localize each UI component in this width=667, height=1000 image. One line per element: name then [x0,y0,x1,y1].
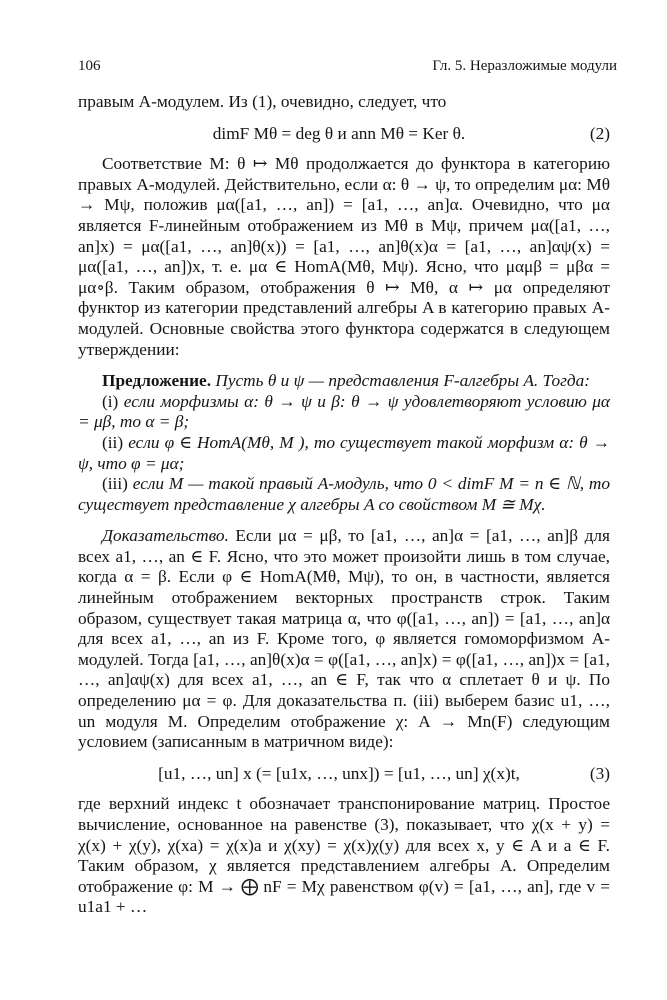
equation-3-body: [u1, …, un] x (= [u1x, …, unx]) = [u1, …, un] χ(x)t, [158,763,520,783]
page-body [78,92,610,918]
item-1-text: если морфизмы α: θ → ψ и β: θ → ψ удовлетворяют условию μα = μβ, то α = β; [78,391,610,432]
paragraph-intro: правым A-модулем. Из (1), очевидно, следует, что [78,92,447,111]
paragraph-functor: Соответствие M: θ ↦ Mθ продолжается до функтора в категорию правых A-модулей. Действительно, если α: θ → ψ, то определим μα: Mθ → Mψ, положив μα([a1, …, an]) = [a1, …, an]α. Очевидно, что μα является F-линейным отображением из Mθ в Mψ, причем μα([a1, …, an]x) = μα([a1, …, an]θ(x)) = [a1, …, an]θ(x)α = [a1, …, an]αψ(x) = μα([a1, …, an])x, т. е. μα ∈ HomA(Mθ, Mψ). Ясно, что μαμβ = μβα = μα∘β. Таким образом, отображения θ ↦ Mθ, α ↦ μα определяют функтор из категории представлений алгебры A в категорию правых A-модулей. Основные свойства этого функтора содержатся в следующем утверждении: [78,154,610,359]
proof-text: Если μα = μβ, то [a1, …, an]α = [a1, …, an]β для всех a1, …, an ∈ F. Ясно, что это может произойти лишь в том случае, когда α = β. Если φ ∈ HomA(Mθ, Mψ), то он, в частности, является линейным отображением векторных пространств строк. Таким образом, существует такая матрица α, что φ([a1, …, an]) = [a1, …, an]α для всех a1, …, an из F. Кроме того, φ является гомоморфизмом A-модулей. Тогда [a1, …, an]θ(x)α = φ([a1, …, an]x) = φ([a1, …, an])x = [a1, …, an]αψ(x) для всех a1, …, an ∈ F, так что α сплетает θ и ψ. По определению μα = φ. Для доказательства п. (iii) выберем базис u1, …, un модуля M. Определим отображение χ: A → Mn(F) следующим условием (записанным в матричном виде): [78,526,610,752]
item-2-label: (ii) [102,432,124,452]
item-3-label: (iii) [102,474,128,494]
proposition-text: Пусть θ и ψ — представления F-алгебры A. Тогда: [215,371,591,391]
running-header [78,58,617,80]
equation-3-number: (3) [589,763,610,783]
item-1-label: (i) [102,391,119,411]
paragraph-final: где верхний индекс t обозначает транспонирование матриц. Простое вычисление, основанное на равенстве (3), показывает, что χ(x + y) = χ(x) + χ(y), χ(xa) = χ(x)a и χ(xy) = χ(x)χ(y) для всех x, y ∈ A и a ∈ F. Таким образом, χ является представлением алгебры A. Определим отображение φ: M → ⨁ nF = Mχ равенством φ(v) = [a1, …, an], где v = u1a1 + … [78,794,610,917]
equation-2 [78,124,610,145]
item-2-text: если φ ∈ HomA(Mθ, M ), то существует такой морфизм α: θ → ψ, что φ = μα; [78,432,610,473]
equation-3 [78,764,610,785]
equation-2-number: (2) [589,123,610,143]
proof-label: Доказательство. [102,526,229,546]
item-3-text: если M — такой правый A-модуль, что 0 < dimF M = n ∈ ℕ, то существует представление χ алгебры A со свойством M ≅ Mχ. [78,474,610,514]
proposition-item-3 [78,474,610,515]
proposition-label: Предложение. [102,371,212,391]
proof [78,526,610,753]
proposition-item-2 [78,433,610,474]
proposition-item-1 [78,392,610,433]
chapter-title: Гл. 5. Неразложимые модули [432,58,617,74]
equation-2-body: dimF Mθ = deg θ и ann Mθ = Ker θ. [212,123,466,143]
page-number: 106 [78,58,101,74]
proposition [78,371,610,392]
